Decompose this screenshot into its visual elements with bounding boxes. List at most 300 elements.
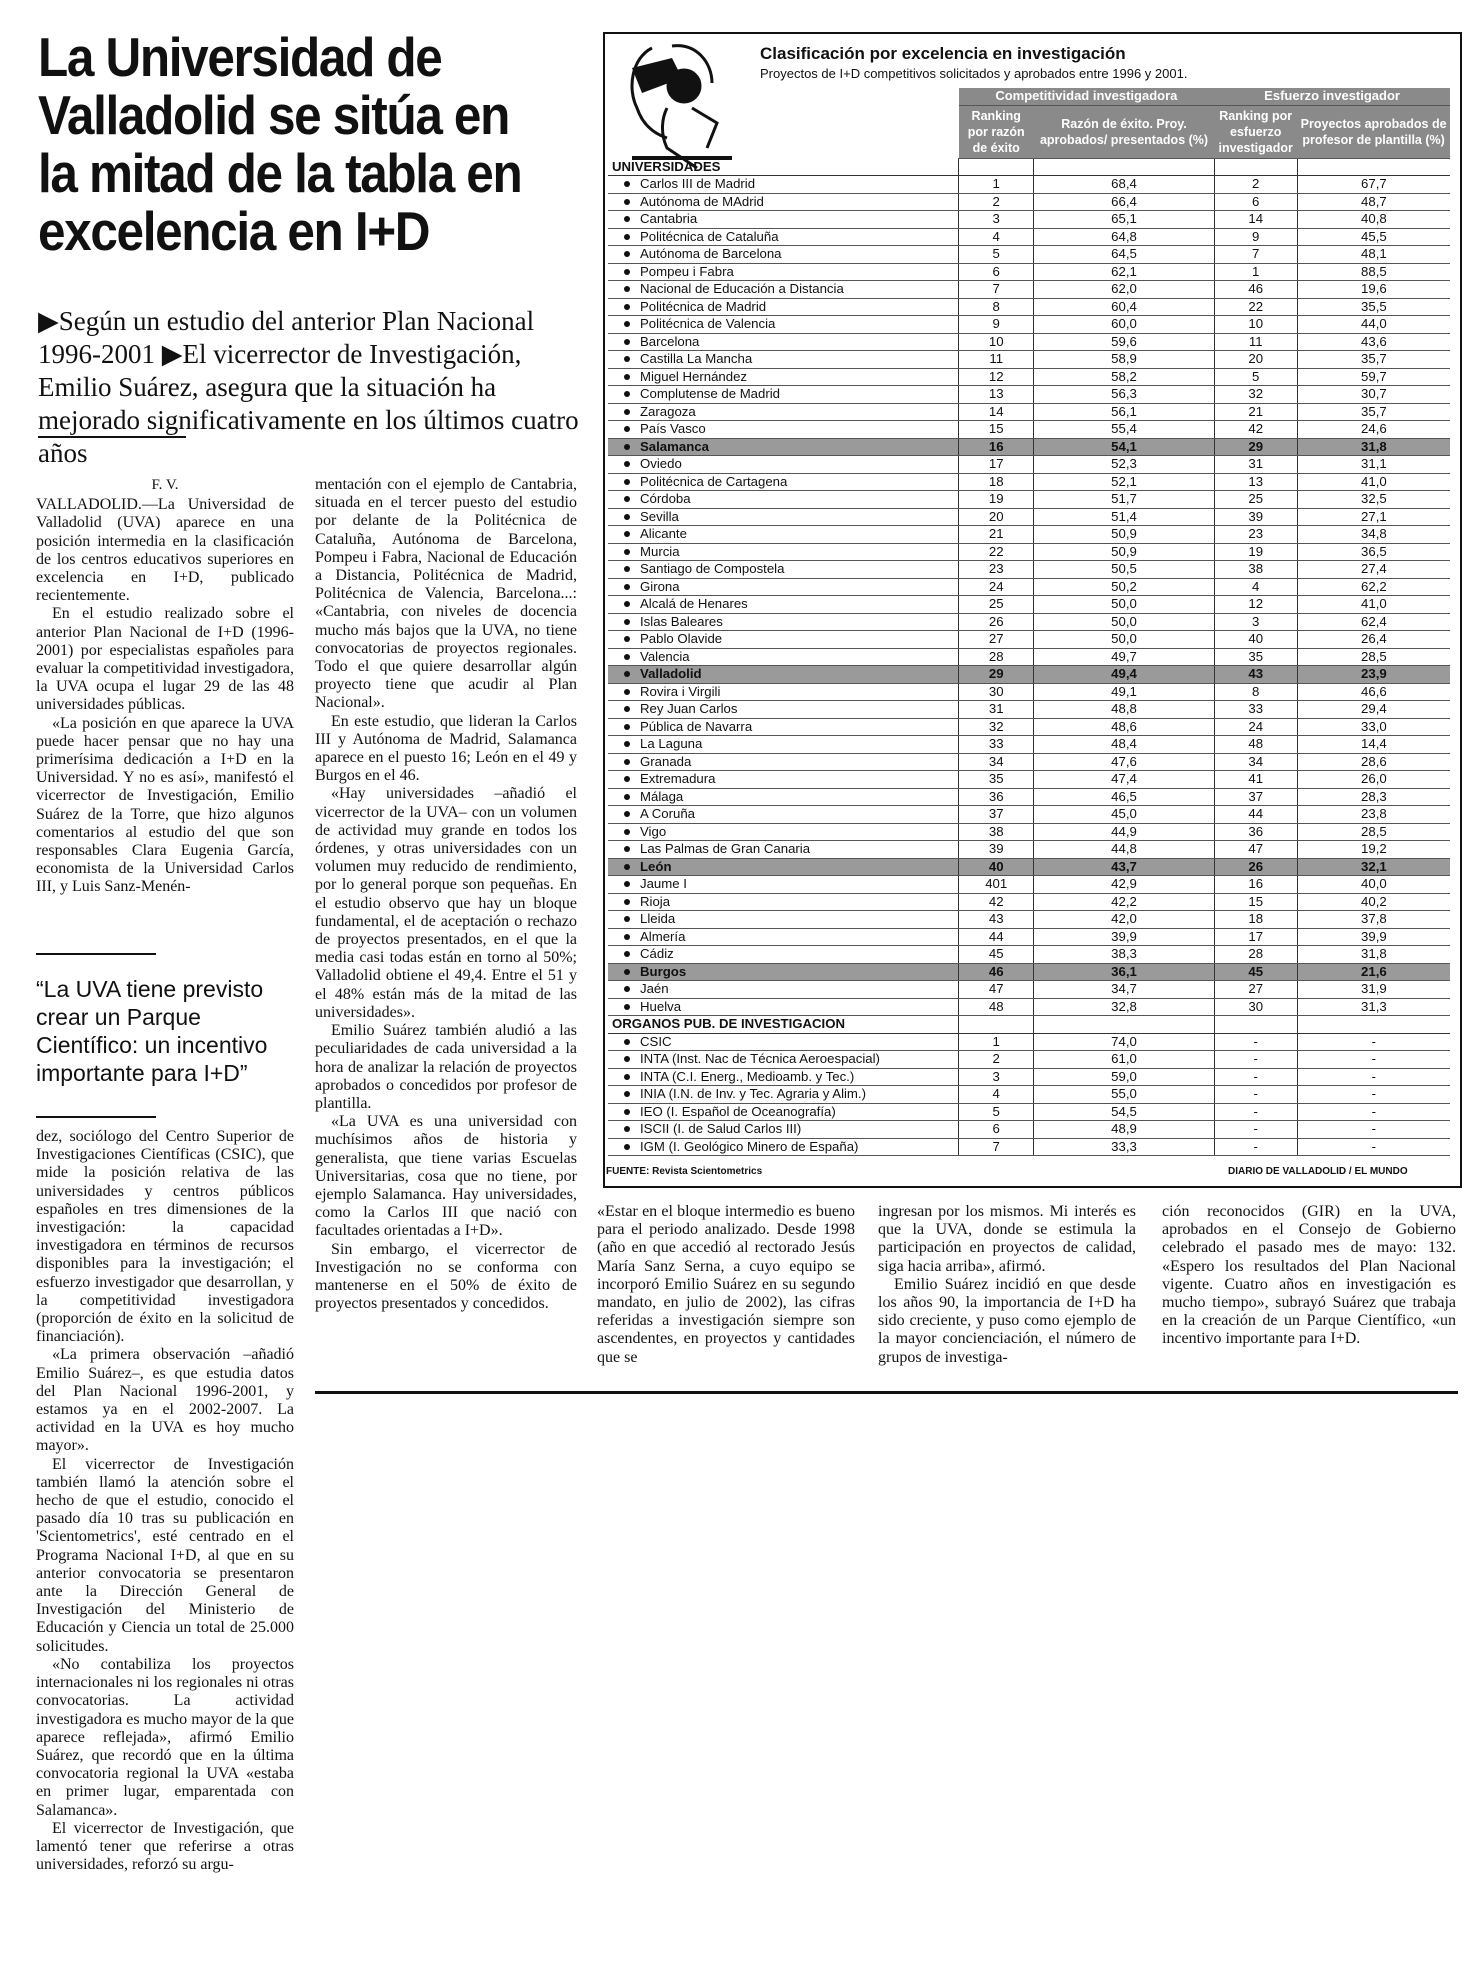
proyectos-profesor-cell: 27,1: [1297, 508, 1450, 526]
ranking-esfuerzo-cell: 23: [1214, 526, 1297, 544]
ranking-exito-cell: 38: [959, 823, 1034, 841]
ranking-esfuerzo-cell: 34: [1214, 753, 1297, 771]
proyectos-profesor-cell: 46,6: [1297, 683, 1450, 701]
paragraph: Emilio Suárez también aludió a las peculiaridades de cada universidad a la hora de analizar la relación de proyectos aprobados o concedidos por profesor de plantilla.: [315, 1022, 577, 1112]
proyectos-profesor-cell: 35,7: [1297, 403, 1450, 421]
razon-exito-cell: 61,0: [1034, 1051, 1214, 1069]
table-row: [608, 736, 1450, 754]
proyectos-profesor-cell: 41,0: [1297, 596, 1450, 614]
razon-exito-cell: 42,0: [1034, 911, 1214, 929]
razon-exito-cell: 54,5: [1034, 1103, 1214, 1121]
bullet-icon: [624, 1039, 630, 1045]
table-row: [608, 281, 1450, 299]
ranking-esfuerzo-cell: 10: [1214, 316, 1297, 334]
institution-name: Rioja: [640, 893, 671, 909]
bullet-icon: [624, 671, 630, 677]
column-header-razon-exito: Razón de éxito. Proy. aprobados/ presentados (%): [1034, 105, 1214, 158]
ranking-esfuerzo-cell: 26: [1214, 858, 1297, 876]
proyectos-profesor-cell: 32,5: [1297, 491, 1450, 509]
razon-exito-cell: 52,1: [1034, 473, 1214, 491]
ranking-exito-cell: 35: [959, 771, 1034, 789]
proyectos-profesor-cell: 48,1: [1297, 246, 1450, 264]
table-row: [608, 648, 1450, 666]
razon-exito-cell: 48,8: [1034, 701, 1214, 719]
table-row: [608, 981, 1450, 999]
ranking-exito-cell: 23: [959, 561, 1034, 579]
ranking-esfuerzo-cell: 20: [1214, 351, 1297, 369]
column-2-text: [315, 476, 577, 1313]
ranking-exito-cell: 44: [959, 928, 1034, 946]
table-row: [608, 508, 1450, 526]
table-row: [608, 788, 1450, 806]
bottom-rule: [315, 1391, 1458, 1394]
subheadline: ▶Según un estudio del anterior Plan Nacional 1996-2001 ▶El vicerrector de Investigación, Emilio Suárez, asegura que la situación ha mejorado significativamente en los últimos cuatro años: [38, 306, 579, 468]
ranking-exito-cell: 37: [959, 806, 1034, 824]
paragraph: VALLADOLID.—La Universidad de Valladolid (UVA) aparece en una posición intermedia en la clasificación de los centros educativos superiores en excelencia en I+D, publicado recientemente.: [36, 496, 294, 605]
razon-exito-cell: 59,6: [1034, 333, 1214, 351]
ranking-exito-cell: 5: [959, 1103, 1034, 1121]
proyectos-profesor-cell: 32,1: [1297, 858, 1450, 876]
proyectos-profesor-cell: -: [1297, 1068, 1450, 1086]
razon-exito-cell: 50,9: [1034, 526, 1214, 544]
ranking-esfuerzo-cell: 18: [1214, 911, 1297, 929]
ranking-exito-cell: 9: [959, 316, 1034, 334]
proyectos-profesor-cell: 28,3: [1297, 788, 1450, 806]
paragraph: Emilio Suárez incidió en que desde los años 90, la importancia de I+D ha sido creciente, y puso como ejemplo de la mayor concienciación, el número de grupos de investiga-: [878, 1275, 1136, 1366]
table-row: [608, 596, 1450, 614]
ranking-esfuerzo-cell: 36: [1214, 823, 1297, 841]
ranking-esfuerzo-cell: 13: [1214, 473, 1297, 491]
bullet-icon: [624, 181, 630, 187]
ranking-esfuerzo-cell: 25: [1214, 491, 1297, 509]
bullet-icon: [624, 409, 630, 415]
table-row: [608, 841, 1450, 859]
column-3-text: [597, 1203, 855, 1367]
ranking-exito-cell: 33: [959, 736, 1034, 754]
ranking-exito-cell: 2: [959, 1051, 1034, 1069]
table-row: [608, 333, 1450, 351]
ranking-esfuerzo-cell: 22: [1214, 298, 1297, 316]
razon-exito-cell: 33,3: [1034, 1138, 1214, 1156]
institution-name: Las Palmas de Gran Canaria: [640, 841, 811, 857]
proyectos-profesor-cell: 19,2: [1297, 841, 1450, 859]
razon-exito-cell: 56,1: [1034, 403, 1214, 421]
institution-name: Alicante: [640, 526, 687, 542]
razon-exito-cell: 74,0: [1034, 1033, 1214, 1051]
razon-exito-cell: 50,5: [1034, 561, 1214, 579]
proyectos-profesor-cell: 28,6: [1297, 753, 1450, 771]
ranking-exito-cell: 42: [959, 893, 1034, 911]
razon-exito-cell: 64,5: [1034, 246, 1214, 264]
razon-exito-cell: 66,4: [1034, 193, 1214, 211]
ranking-table: [608, 88, 1450, 1156]
table-row: [608, 946, 1450, 964]
table-row: [608, 1068, 1450, 1086]
razon-exito-cell: 44,8: [1034, 841, 1214, 859]
table-row: [608, 753, 1450, 771]
article-column-3: [597, 1203, 855, 1367]
paragraph: El vicerrector de Investigación, que lamentó tener que referirse a otras universidades, reforzó su argu-: [36, 1819, 294, 1874]
ranking-esfuerzo-cell: 24: [1214, 718, 1297, 736]
razon-exito-cell: 49,1: [1034, 683, 1214, 701]
institution-name: Valladolid: [640, 666, 702, 682]
table-row: [608, 246, 1450, 264]
column-header-ranking-esfuerzo: Ranking por esfuerzo investigador: [1214, 105, 1297, 158]
institution-name: Politécnica de Valencia: [640, 316, 776, 332]
paragraph: «La posición en que aparece la UVA puede hacer pensar que no hay una primerísima dedicación a I+D en la Universidad. Y no es así», manifestó el vicerrector de Investigación, Emilio Suárez de la Torre, que hizo algunos comentarios al estudio del que son responsables Clara Eugenia García, economista de la Universidad Carlos III, y Luis Sanz-Menén-: [36, 714, 294, 896]
ranking-esfuerzo-cell: 39: [1214, 508, 1297, 526]
ranking-esfuerzo-cell: 47: [1214, 841, 1297, 859]
ranking-exito-cell: 47: [959, 981, 1034, 999]
divider: [36, 953, 156, 955]
table-row: [608, 823, 1450, 841]
institution-name: Girona: [640, 578, 680, 594]
ranking-esfuerzo-cell: 7: [1214, 246, 1297, 264]
institution-name: Pompeu i Fabra: [640, 263, 734, 279]
credit-line: DIARIO DE VALLADOLID / EL MUNDO: [1228, 1166, 1408, 1177]
table-row: [608, 438, 1450, 456]
table-row: [608, 998, 1450, 1016]
ranking-esfuerzo-cell: -: [1214, 1068, 1297, 1086]
ranking-exito-cell: 34: [959, 753, 1034, 771]
ranking-exito-cell: 6: [959, 263, 1034, 281]
ranking-esfuerzo-cell: 48: [1214, 736, 1297, 754]
ranking-exito-cell: 10: [959, 333, 1034, 351]
table-row: [608, 1121, 1450, 1139]
bullet-icon: [624, 216, 630, 222]
article-column-1b: [36, 1128, 294, 1874]
institution-name: A Coruña: [640, 806, 695, 822]
ranking-esfuerzo-cell: -: [1214, 1051, 1297, 1069]
byline: F. V.: [151, 477, 179, 493]
institution-name: Pública de Navarra: [640, 718, 753, 734]
paragraph: «La UVA es una universidad con muchísimos años de historia y generalista, que tiene varias Escuelas Universitarias, cosa que no tiene, por ejemplo Salamanca. Hay universidades, como la Carlos III que nació con facultades orientadas a I+D».: [315, 1113, 577, 1240]
razon-exito-cell: 60,4: [1034, 298, 1214, 316]
bullet-icon: [624, 1144, 630, 1150]
ranking-exito-cell: 31: [959, 701, 1034, 719]
institution-name: Complutense de Madrid: [640, 386, 781, 402]
proyectos-profesor-cell: 31,1: [1297, 456, 1450, 474]
institution-name: Santiago de Compostela: [640, 561, 785, 577]
column-1b-text: [36, 1128, 294, 1874]
razon-exito-cell: 36,1: [1034, 963, 1214, 981]
bullet-icon: [624, 741, 630, 747]
table-row: [608, 876, 1450, 894]
table-row: [608, 561, 1450, 579]
group-header-esfuerzo: Esfuerzo investigador: [1214, 88, 1450, 105]
table-row: [608, 543, 1450, 561]
ranking-exito-cell: 48: [959, 998, 1034, 1016]
institution-name: CSIC: [640, 1033, 672, 1049]
ranking-esfuerzo-cell: 29: [1214, 438, 1297, 456]
razon-exito-cell: 68,4: [1034, 176, 1214, 194]
institution-name: Nacional de Educación a Distancia: [640, 281, 844, 297]
table-row: [608, 1103, 1450, 1121]
ranking-esfuerzo-cell: 40: [1214, 631, 1297, 649]
bullet-icon: [624, 496, 630, 502]
bullet-icon: [624, 636, 630, 642]
proyectos-profesor-cell: 24,6: [1297, 421, 1450, 439]
bullet-icon: [624, 444, 630, 450]
ranking-exito-cell: 17: [959, 456, 1034, 474]
bullet-icon: [624, 566, 630, 572]
table-row: [608, 193, 1450, 211]
razon-exito-cell: 50,0: [1034, 613, 1214, 631]
table-row: [608, 176, 1450, 194]
razon-exito-cell: 64,8: [1034, 228, 1214, 246]
proyectos-profesor-cell: 31,3: [1297, 998, 1450, 1016]
table-row: [608, 893, 1450, 911]
institution-name: Rovira i Virgili: [640, 683, 721, 699]
ranking-exito-cell: 1: [959, 176, 1034, 194]
ranking-exito-cell: 4: [959, 1086, 1034, 1104]
paragraph: Sin embargo, el vicerrector de Investigación no se conforma con mantenerse en el 50% de éxito de proyectos presentados y concedidos.: [315, 1240, 577, 1313]
table-row: [608, 228, 1450, 246]
razon-exito-cell: 50,2: [1034, 578, 1214, 596]
ranking-exito-cell: 8: [959, 298, 1034, 316]
bullet-icon: [624, 1004, 630, 1010]
ranking-esfuerzo-cell: 41: [1214, 771, 1297, 789]
proyectos-profesor-cell: 33,0: [1297, 718, 1450, 736]
proyectos-profesor-cell: 19,6: [1297, 281, 1450, 299]
bullet-icon: [624, 479, 630, 485]
ranking-esfuerzo-cell: 35: [1214, 648, 1297, 666]
proyectos-profesor-cell: 31,9: [1297, 981, 1450, 999]
article-column-4: [878, 1203, 1136, 1367]
proyectos-profesor-cell: 39,9: [1297, 928, 1450, 946]
razon-exito-cell: 60,0: [1034, 316, 1214, 334]
institution-name: Carlos III de Madrid: [640, 176, 756, 192]
table-row: [608, 368, 1450, 386]
proyectos-profesor-cell: -: [1297, 1103, 1450, 1121]
razon-exito-cell: 34,7: [1034, 981, 1214, 999]
table-row: [608, 386, 1450, 404]
proyectos-profesor-cell: -: [1297, 1051, 1450, 1069]
table-row: [608, 491, 1450, 509]
ranking-exito-cell: 2: [959, 193, 1034, 211]
table-row: [608, 211, 1450, 229]
proyectos-profesor-cell: 35,5: [1297, 298, 1450, 316]
ranking-exito-cell: 7: [959, 281, 1034, 299]
column-5-text: [1162, 1203, 1456, 1349]
ranking-esfuerzo-cell: 16: [1214, 876, 1297, 894]
ranking-esfuerzo-cell: -: [1214, 1033, 1297, 1051]
ranking-esfuerzo-cell: 6: [1214, 193, 1297, 211]
razon-exito-cell: 54,1: [1034, 438, 1214, 456]
section-organos: ORGANOS PUB. DE INVESTIGACION: [608, 1016, 959, 1034]
table-row: [608, 666, 1450, 684]
proyectos-profesor-cell: 28,5: [1297, 648, 1450, 666]
ranking-esfuerzo-cell: 30: [1214, 998, 1297, 1016]
ranking-exito-cell: 39: [959, 841, 1034, 859]
ranking-esfuerzo-cell: 46: [1214, 281, 1297, 299]
paragraph: ción reconocidos (GIR) en la UVA, aprobados en el Consejo de Gobierno celebrado el pasado mes de mayo: 132. «Espero los resultados del Plan Nacional vigente. Cuatro años en investigación es mucho tiempo», subrayó Suárez que trabaja en la creación de un Parque Científico, «un incentivo importante para I+D.: [1162, 1203, 1456, 1348]
article-column-1: [36, 476, 294, 897]
ranking-exito-cell: 14: [959, 403, 1034, 421]
razon-exito-cell: 48,9: [1034, 1121, 1214, 1139]
institution-name: Miguel Hernández: [640, 368, 748, 384]
ranking-esfuerzo-cell: -: [1214, 1121, 1297, 1139]
razon-exito-cell: 42,9: [1034, 876, 1214, 894]
proyectos-profesor-cell: 14,4: [1297, 736, 1450, 754]
bullet-icon: [624, 234, 630, 240]
institution-name: INTA (Inst. Nac de Técnica Aeroespacial): [640, 1051, 880, 1067]
institution-name: Córdoba: [640, 491, 691, 507]
razon-exito-cell: 47,4: [1034, 771, 1214, 789]
proyectos-profesor-cell: 59,7: [1297, 368, 1450, 386]
table-row: [608, 613, 1450, 631]
institution-name: Jaume I: [640, 876, 687, 892]
bullet-icon: [624, 426, 630, 432]
ranking-esfuerzo-cell: -: [1214, 1086, 1297, 1104]
institution-name: Jaén: [640, 981, 669, 997]
razon-exito-cell: 59,0: [1034, 1068, 1214, 1086]
table-row: [608, 298, 1450, 316]
table-row: [608, 718, 1450, 736]
table-row: [608, 263, 1450, 281]
ranking-exito-cell: 32: [959, 718, 1034, 736]
institution-name: Zaragoza: [640, 403, 696, 419]
razon-exito-cell: 56,3: [1034, 386, 1214, 404]
proyectos-profesor-cell: 28,5: [1297, 823, 1450, 841]
proyectos-profesor-cell: 26,4: [1297, 631, 1450, 649]
proyectos-profesor-cell: 40,8: [1297, 211, 1450, 229]
bullet-icon: [624, 951, 630, 957]
institution-name: Autónoma de Barcelona: [640, 246, 782, 262]
institution-name: Murcia: [640, 543, 680, 559]
razon-exito-cell: 45,0: [1034, 806, 1214, 824]
divider: [36, 1116, 156, 1118]
bullet-icon: [624, 601, 630, 607]
institution-name: Huelva: [640, 998, 682, 1014]
proyectos-profesor-cell: 23,9: [1297, 666, 1450, 684]
paragraph: «La primera observación –añadió Emilio Suárez–, es que estudia datos del Plan Nacional 1996-2001, y estamos ya en el 2002-2007. La actividad en la UVA es hoy mucho mayor».: [36, 1346, 294, 1455]
ranking-exito-cell: 25: [959, 596, 1034, 614]
institution-name: Politécnica de Cartagena: [640, 473, 788, 489]
razon-exito-cell: 42,2: [1034, 893, 1214, 911]
bullet-icon: [624, 531, 630, 537]
bullet-icon: [624, 374, 630, 380]
institution-name: Sevilla: [640, 508, 679, 524]
razon-exito-cell: 46,5: [1034, 788, 1214, 806]
proyectos-profesor-cell: 37,8: [1297, 911, 1450, 929]
bullet-icon: [624, 584, 630, 590]
razon-exito-cell: 65,1: [1034, 211, 1214, 229]
ranking-esfuerzo-cell: 27: [1214, 981, 1297, 999]
ranking-exito-cell: 15: [959, 421, 1034, 439]
ranking-esfuerzo-cell: 31: [1214, 456, 1297, 474]
ranking-exito-cell: 26: [959, 613, 1034, 631]
table-row: [608, 928, 1450, 946]
proyectos-profesor-cell: 30,7: [1297, 386, 1450, 404]
ranking-exito-cell: 19: [959, 491, 1034, 509]
ranking-esfuerzo-cell: 11: [1214, 333, 1297, 351]
ranking-exito-cell: 28: [959, 648, 1034, 666]
table-row: [608, 403, 1450, 421]
bullet-icon: [624, 549, 630, 555]
ranking-exito-cell: 20: [959, 508, 1034, 526]
source-note: FUENTE: Revista Scientometrics: [606, 1166, 763, 1177]
ranking-esfuerzo-cell: 43: [1214, 666, 1297, 684]
bullet-icon: [624, 986, 630, 992]
bullet-icon: [624, 654, 630, 660]
bullet-icon: [624, 1126, 630, 1132]
ranking-exito-cell: 46: [959, 963, 1034, 981]
institution-name: Islas Baleares: [640, 613, 723, 629]
razon-exito-cell: 62,1: [1034, 263, 1214, 281]
bullet-icon: [624, 619, 630, 625]
institution-name: Autónoma de MAdrid: [640, 193, 764, 209]
ranking-esfuerzo-cell: 4: [1214, 578, 1297, 596]
bullet-icon: [624, 916, 630, 922]
ranking-exito-cell: 6: [959, 1121, 1034, 1139]
proyectos-profesor-cell: -: [1297, 1033, 1450, 1051]
bullet-icon: [624, 881, 630, 887]
paragraph: mentación con el ejemplo de Cantabria, situada en el tercer puesto del estudio por delante de la Politécnica de Cataluña, Autónoma de Barcelona, Pompeu i Fabra, Nacional de Educación a Distancia, Politécnica de Madrid, Politécnica de Valencia, Barcelona...: «Cantabria, con niveles de docencia mucho más bajos que la UVA, no tiene convocatorias de proyectos regionales. Todo el que quiere desarrollar algún proyecto tiene que acudir al Plan Nacional».: [315, 476, 577, 712]
institution-name: IGM (I. Geológico Minero de España): [640, 1138, 859, 1154]
institution-name: Castilla La Mancha: [640, 351, 753, 367]
article-column-2: [315, 476, 577, 1313]
ranking-esfuerzo-cell: 2: [1214, 176, 1297, 194]
institution-name: País Vasco: [640, 421, 706, 437]
bullet-icon: [624, 356, 630, 362]
ranking-esfuerzo-cell: 42: [1214, 421, 1297, 439]
razon-exito-cell: 52,3: [1034, 456, 1214, 474]
table-row: [608, 683, 1450, 701]
bullet-icon: [624, 724, 630, 730]
divider: [38, 436, 186, 438]
ranking-exito-cell: 3: [959, 211, 1034, 229]
institution-name: Cádiz: [640, 946, 674, 962]
institution-name: INIA (I.N. de Inv. y Tec. Agraria y Alim.): [640, 1086, 866, 1102]
table-row: [608, 771, 1450, 789]
ranking-exito-cell: 45: [959, 946, 1034, 964]
institution-name: IEO (I. Español de Oceanografía): [640, 1103, 836, 1119]
table-row: [608, 963, 1450, 981]
proyectos-profesor-cell: 29,4: [1297, 701, 1450, 719]
table-row: [608, 1051, 1450, 1069]
ranking-exito-cell: 36: [959, 788, 1034, 806]
institution-name: Almería: [640, 928, 686, 944]
bullet-icon: [624, 864, 630, 870]
table-row: [608, 316, 1450, 334]
bullet-icon: [624, 1056, 630, 1062]
ranking-exito-cell: 12: [959, 368, 1034, 386]
paragraph: En el estudio realizado sobre el anterior Plan Nacional de I+D (1996-2001) por especialistas españoles para evaluar la competitividad investigadora, la UVA ocupa el lugar 29 de las 48 universidades públicas.: [36, 605, 294, 714]
razon-exito-cell: 44,9: [1034, 823, 1214, 841]
ranking-exito-cell: 40: [959, 858, 1034, 876]
proyectos-profesor-cell: 43,6: [1297, 333, 1450, 351]
paragraph: ingresan por los mismos. Mi interés es que la UVA, donde se estimula la participación en proyectos de calidad, siga hacia arriba», afirmó.: [878, 1203, 1136, 1275]
bullet-icon: [624, 286, 630, 292]
ranking-esfuerzo-cell: 19: [1214, 543, 1297, 561]
ranking-esfuerzo-cell: 1: [1214, 263, 1297, 281]
proyectos-profesor-cell: 48,7: [1297, 193, 1450, 211]
institution-name: Valencia: [640, 648, 690, 664]
ranking-esfuerzo-cell: 44: [1214, 806, 1297, 824]
proyectos-profesor-cell: 40,0: [1297, 876, 1450, 894]
ranking-esfuerzo-cell: 3: [1214, 613, 1297, 631]
bullet-icon: [624, 251, 630, 257]
bullet-icon: [624, 811, 630, 817]
proyectos-profesor-cell: 62,4: [1297, 613, 1450, 631]
institution-name: Vigo: [640, 823, 667, 839]
column-1-text: [36, 496, 294, 896]
proyectos-profesor-cell: 88,5: [1297, 263, 1450, 281]
proyectos-profesor-cell: 34,8: [1297, 526, 1450, 544]
ranking-exito-cell: 4: [959, 228, 1034, 246]
proyectos-profesor-cell: 31,8: [1297, 946, 1450, 964]
